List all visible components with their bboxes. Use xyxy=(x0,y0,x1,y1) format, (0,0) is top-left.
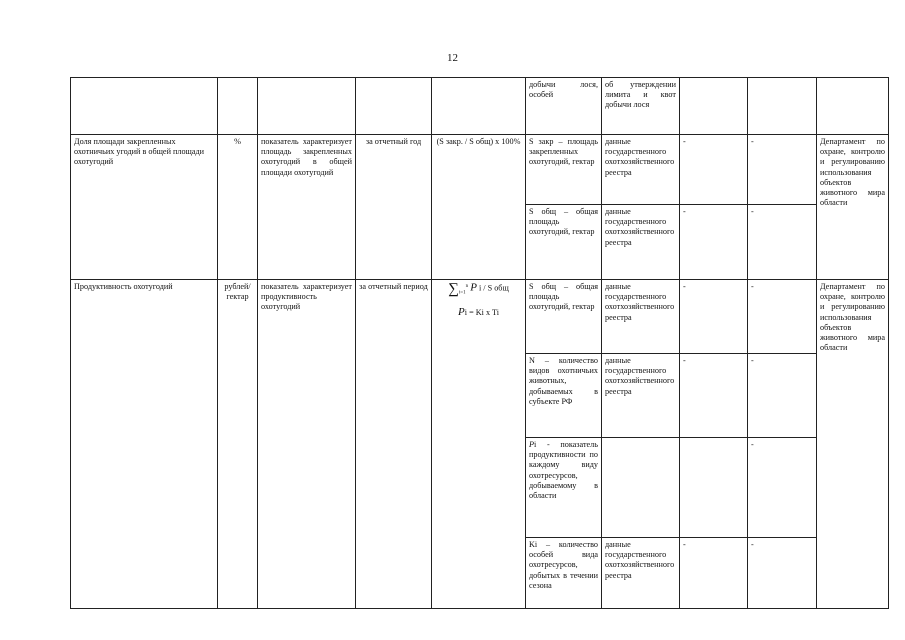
sum-upper-limit: n xyxy=(465,284,469,289)
indicator-table xyxy=(70,77,889,609)
table-row xyxy=(71,135,889,205)
cell-indicator-name xyxy=(71,78,218,135)
cell-data-source: данные государственного охотхозяйственного реестра xyxy=(602,538,680,609)
cell-base-indicator: S закр – площадь закрепленных охотугодий, гектар xyxy=(526,135,602,205)
cell-formula xyxy=(432,78,526,135)
cell-base-indicator: S общ – общая площадь охотугодий, гектар xyxy=(526,280,602,354)
cell-definition: показатель характеризует продуктивность охотугодий xyxy=(258,280,356,609)
cell-formula: (S закр. / S общ) х 100% xyxy=(432,135,526,280)
cell-unit: рублей/ гектар xyxy=(218,280,258,609)
cell-data-source: данные государственного охотхозяйственного реестра xyxy=(602,135,680,205)
cell-text: i - показатель продуктивности по каждому виду охотресурсов, добываемому в области xyxy=(529,440,598,501)
cell-indicator-name: Доля площади закрепленных охотничьих угодий в общей площади охотугодий xyxy=(71,135,218,280)
cell-data-source: данные государственного охотхозяйственного реестра xyxy=(602,205,680,280)
cell-col8 xyxy=(680,438,748,538)
cell-base-indicator: S общ – общая площадь охотугодий, гектар xyxy=(526,205,602,280)
formula-rest: i / S общ xyxy=(478,283,509,293)
cell-responsible: Департамент по охране, контролю и регулированию использования объектов животного мира области xyxy=(817,135,889,280)
cell-col8: - xyxy=(680,538,748,609)
cell-col9: - xyxy=(748,354,817,438)
cell-col9: - xyxy=(748,438,817,538)
formula-line-2 xyxy=(435,307,522,318)
cell-definition xyxy=(258,78,356,135)
sum-symbol: ∑ xyxy=(448,280,459,297)
formula-p: P xyxy=(529,440,535,449)
cell-unit xyxy=(218,78,258,135)
cell-data-source: данные государственного охотхозяйственного реестра xyxy=(602,354,680,438)
table-row xyxy=(71,78,889,135)
cell-formula xyxy=(432,280,526,609)
cell-col9: - xyxy=(748,135,817,205)
cell-col8 xyxy=(680,78,748,135)
formula-line-1 xyxy=(435,282,522,299)
cell-col9: - xyxy=(748,538,817,609)
formula-rest: i = Ki x Ti xyxy=(464,307,499,317)
cell-data-source: об утверждении лимита и квот добычи лося xyxy=(602,78,680,135)
cell-period: за отчетный год xyxy=(356,135,432,280)
formula-p: P xyxy=(458,305,465,318)
cell-base-indicator: N – количество видов охотничьих животных, добываемых в субъекте РФ xyxy=(526,354,602,438)
cell-col9: - xyxy=(748,205,817,280)
table-row xyxy=(71,280,889,354)
cell-col9 xyxy=(748,78,817,135)
sum-lower-limit: i=1 xyxy=(458,290,466,296)
cell-unit: % xyxy=(218,135,258,280)
cell-indicator-name: Продуктивность охотугодий xyxy=(71,280,218,609)
cell-col8: - xyxy=(680,205,748,280)
cell-col8: - xyxy=(680,280,748,354)
cell-period: за отчетный период xyxy=(356,280,432,609)
cell-col9: - xyxy=(748,280,817,354)
cell-data-source xyxy=(602,438,680,538)
cell-base-indicator: добычи лося, особей xyxy=(526,78,602,135)
cell-definition: показатель характеризует площадь закрепленных охотугодий в общей площади охотугодий xyxy=(258,135,356,280)
formula-p: P xyxy=(470,281,477,294)
cell-responsible: Департамент по охране, контролю и регулированию использования объектов животного мира области xyxy=(817,280,889,609)
cell-responsible xyxy=(817,78,889,135)
cell-col8: - xyxy=(680,135,748,205)
cell-col8: - xyxy=(680,354,748,438)
cell-period xyxy=(356,78,432,135)
cell-base-indicator: Ki – количество особей вида охотресурсов, добытых в течении сезона xyxy=(526,538,602,609)
page-number: 12 xyxy=(447,52,458,64)
cell-data-source: данные государственного охотхозяйственного реестра xyxy=(602,280,680,354)
cell-base-indicator xyxy=(526,438,602,538)
